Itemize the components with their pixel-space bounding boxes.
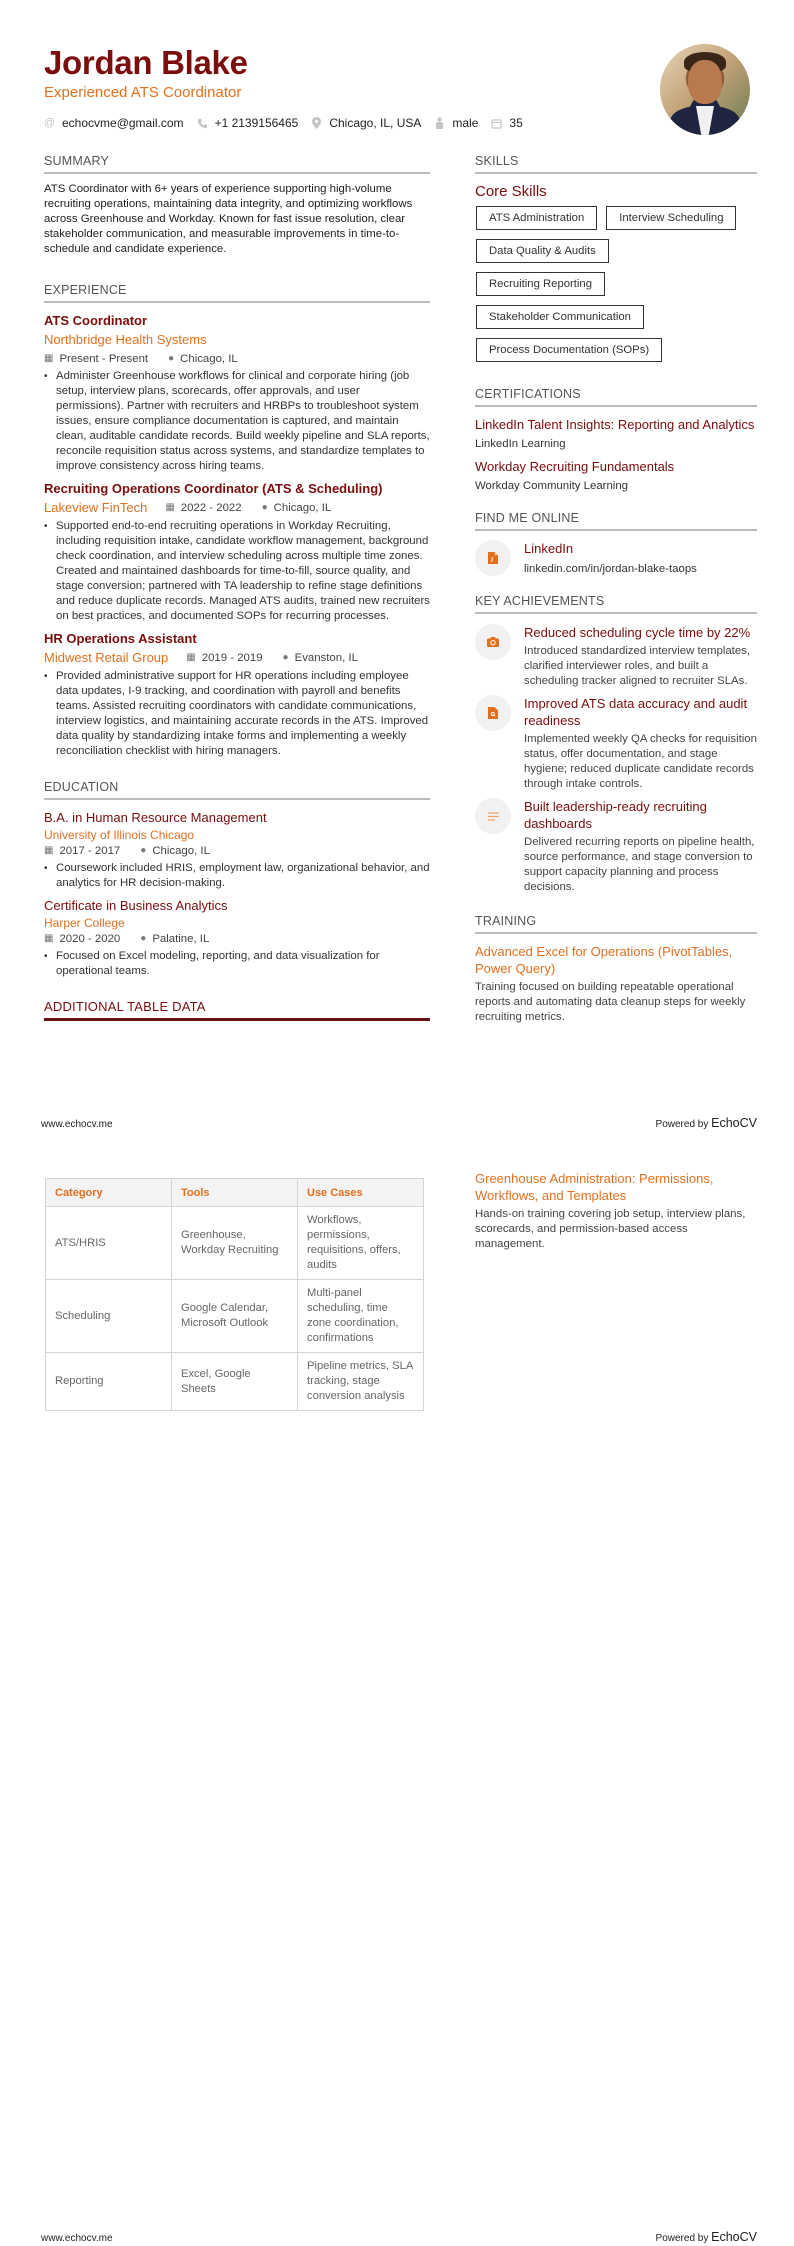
experience-item bbox=[44, 630, 430, 759]
section-heading: ADDITIONAL TABLE DATA bbox=[44, 999, 430, 1021]
education-meta: ▦ 2020 - 2020 ● Palatine, IL bbox=[44, 933, 210, 945]
degree-title: Certificate in Business Analytics bbox=[44, 898, 228, 913]
training-description: Hands-on training covering job setup, interview plans, scorecards, and permission-based access management. bbox=[475, 1208, 746, 1250]
certification-title: LinkedIn Talent Insights: Reporting and Analytics bbox=[475, 417, 755, 432]
section-heading: SKILLS bbox=[475, 153, 757, 174]
table-cell: ATS/HRIS bbox=[46, 1207, 172, 1280]
training-title: Greenhouse Administration: Permissions, Workflows, and Templates bbox=[475, 1171, 714, 1203]
job-dates: 2019 - 2019 bbox=[201, 651, 263, 664]
job-bullet: • Administer Greenhouse workflows for clinical and corporate hiring (job setup, interview plans, scorecards, offer approvals, and user permissions). Partner with recruiters and HRBPs to troubleshoot system issues, ensure compliance documentation is captured, and maintain clean, auditable candidate records. Build weekly pipeline and SLA reports, reconcile requisition status across systems, and standardize templates to improve consistency across hiring teams. bbox=[44, 370, 430, 472]
skill-chip: Data Quality & Audits bbox=[476, 239, 609, 263]
online-link-linkedin[interactable] bbox=[475, 540, 757, 577]
certification-issuer: Workday Community Learning bbox=[475, 480, 628, 492]
phone-icon bbox=[197, 118, 208, 129]
education-item bbox=[44, 809, 430, 891]
job-location: Evanston, IL bbox=[294, 651, 358, 664]
resume-page-2 bbox=[0, 1160, 794, 2246]
candidate-name: Jordan Blake bbox=[44, 44, 248, 81]
section-heading: EXPERIENCE bbox=[44, 282, 430, 303]
summary-section bbox=[44, 153, 430, 257]
footer-website[interactable]: www.echocv.me bbox=[41, 2233, 113, 2244]
degree-title: B.A. in Human Resource Management bbox=[44, 810, 267, 825]
contact-age bbox=[491, 116, 522, 130]
additional-data-table bbox=[45, 1178, 424, 1411]
achievement-title: Built leadership-ready recruiting dashboards bbox=[524, 799, 707, 831]
calendar-icon: ▦ bbox=[165, 501, 175, 513]
job-dates: Present - Present bbox=[59, 353, 149, 365]
page-footer bbox=[41, 1116, 757, 1130]
resume-header bbox=[44, 44, 644, 130]
location-pin-icon: ● bbox=[140, 933, 147, 944]
contact-email[interactable] bbox=[44, 116, 184, 130]
table-cell: Multi-panel scheduling, time zone coordination, confirmations bbox=[298, 1280, 424, 1353]
footer-powered: Powered by EchoCV bbox=[655, 2230, 757, 2244]
skills-section bbox=[475, 153, 757, 371]
table-cell: Scheduling bbox=[46, 1280, 172, 1353]
job-meta bbox=[44, 351, 430, 367]
section-heading: TRAINING bbox=[475, 913, 757, 934]
training-title: Advanced Excel for Operations (PivotTables, Power Query) bbox=[475, 944, 733, 976]
achievement-title: Reduced scheduling cycle time by 22% bbox=[524, 625, 751, 640]
skill-chip: Recruiting Reporting bbox=[476, 272, 605, 296]
footer-powered: Powered by EchoCV bbox=[655, 1116, 757, 1130]
table-row bbox=[46, 1207, 424, 1280]
experience-section bbox=[44, 282, 430, 759]
skill-chip: Interview Scheduling bbox=[606, 206, 736, 230]
candidate-title: Experienced ATS Coordinator bbox=[44, 84, 242, 101]
education-bullet: • Coursework included HRIS, employment law, organizational behavior, and analytics for HR decision-making. bbox=[44, 862, 430, 889]
summary-text: ATS Coordinator with 6+ years of experience supporting high-volume recruiting operations, maintaining data integrity, and optimizing workflows across Greenhouse and Workday. Known for fast issue resolution, clear stakeholder communication, and measurable improvements in time-to-schedule and candidate experience. bbox=[44, 183, 413, 255]
additional-table-section bbox=[44, 999, 430, 1021]
calendar-icon: ▦ bbox=[44, 933, 54, 944]
training-description: Training focused on building repeatable operational reports and automating data cleanup steps for weekly recruiting metrics. bbox=[475, 981, 746, 1023]
table-row bbox=[46, 1353, 424, 1411]
job-meta bbox=[186, 650, 358, 666]
location-pin-icon: ● bbox=[168, 353, 175, 364]
phone-value: +1 2139156465 bbox=[214, 116, 299, 130]
email-value: echocvme@gmail.com bbox=[62, 116, 184, 130]
document-icon bbox=[475, 540, 511, 576]
job-title: HR Operations Assistant bbox=[44, 631, 197, 646]
training-item bbox=[475, 1170, 757, 1252]
certification-item bbox=[475, 458, 757, 494]
achievement-item bbox=[475, 695, 757, 792]
job-title: Recruiting Operations Coordinator (ATS & Scheduling) bbox=[44, 481, 383, 496]
achievement-item bbox=[475, 624, 757, 689]
job-location: Chicago, IL bbox=[180, 353, 238, 365]
skill-chip: Process Documentation (SOPs) bbox=[476, 338, 662, 362]
skill-chip: Stakeholder Communication bbox=[476, 305, 644, 329]
column-header: Use Cases bbox=[298, 1179, 424, 1207]
camera-icon bbox=[475, 624, 511, 660]
certification-issuer: LinkedIn Learning bbox=[475, 438, 566, 450]
gender-value: male bbox=[452, 116, 479, 130]
footer-brand[interactable]: EchoCV bbox=[711, 1116, 757, 1130]
achievement-description: Delivered recurring reports on pipeline health, source performance, and stage conversion to support capacity planning and process decisions. bbox=[524, 836, 755, 893]
calendar-icon: ▦ bbox=[44, 845, 54, 856]
calendar-icon bbox=[491, 118, 502, 129]
achievement-description: Introduced standardized interview templates, clarified interviewer roles, and built a scheduling tracker aligned to recruiter SLAs. bbox=[524, 645, 751, 687]
company-name: Northbridge Health Systems bbox=[44, 332, 207, 347]
online-label: LinkedIn bbox=[524, 541, 574, 556]
training-item bbox=[475, 943, 757, 1025]
document-search-icon bbox=[475, 695, 511, 731]
footer-brand[interactable]: EchoCV bbox=[711, 2230, 757, 2244]
page-footer bbox=[41, 2230, 757, 2244]
training-section bbox=[475, 913, 757, 1025]
contact-row bbox=[44, 116, 644, 130]
job-bullet: • Provided administrative support for HR operations including employee data updates, I-9 tracking, and coordination with payroll and benefits teams. Assisted recruiting coordinators with candidate communications, interview logistics, and maintaining accurate records in the ATS. Improved data quality by standardizing intake forms and implementing a weekly reconciliation checklist with hiring managers. bbox=[44, 670, 429, 757]
table-cell: Google Calendar, Microsoft Outlook bbox=[172, 1280, 298, 1353]
education-meta: ▦ 2017 - 2017 ● Chicago, IL bbox=[44, 845, 210, 857]
footer-website[interactable]: www.echocv.me bbox=[41, 1119, 113, 1130]
achievement-item bbox=[475, 798, 757, 895]
job-location: Chicago, IL bbox=[273, 501, 332, 514]
left-column bbox=[44, 153, 430, 1021]
table-cell: Excel, Google Sheets bbox=[172, 1353, 298, 1411]
job-meta bbox=[165, 500, 331, 516]
section-heading: CERTIFICATIONS bbox=[475, 386, 757, 407]
job-bullet: • Supported end-to-end recruiting operations in Workday Recruiting, including requisition intake, candidate workflow management, background check coordination, and interview scheduling across multiple time zones. Created and maintained dashboards for time-to-fill, source quality, and stage conversion; partnered with TA leadership to refine stage definitions and reduce duplicate records. Managed ATS audits, trained new recruiters on best practices, and documented SOPs for recurring processes. bbox=[44, 520, 430, 622]
education-bullet: • Focused on Excel modeling, reporting, and data visualization for operational teams. bbox=[44, 950, 380, 977]
table-cell: Workflows, permissions, requisitions, offers, audits bbox=[298, 1207, 424, 1280]
company-name: Midwest Retail Group bbox=[44, 650, 169, 665]
table-cell: Greenhouse, Workday Recruiting bbox=[172, 1207, 298, 1280]
column-header: Category bbox=[46, 1179, 172, 1207]
contact-phone[interactable] bbox=[197, 116, 299, 130]
skill-group-title: Core Skills bbox=[475, 183, 547, 200]
age-value: 35 bbox=[509, 116, 523, 130]
achievement-description: Implemented weekly QA checks for requisition status, offer documentation, and stage hygiene; reduced duplicate candidate records through intake controls. bbox=[524, 733, 757, 790]
table-row bbox=[46, 1280, 424, 1353]
experience-item bbox=[44, 312, 430, 474]
section-heading: SUMMARY bbox=[44, 153, 430, 174]
location-pin-icon: ● bbox=[261, 501, 268, 513]
skill-chip: ATS Administration bbox=[476, 206, 597, 230]
right-column-continued bbox=[475, 1170, 757, 1252]
location-pin-icon: ● bbox=[140, 845, 147, 856]
column-header: Tools bbox=[172, 1179, 298, 1207]
lines-icon bbox=[475, 798, 511, 834]
person-icon bbox=[434, 117, 445, 129]
school-name: University of Illinois Chicago bbox=[44, 828, 195, 842]
section-heading: KEY ACHIEVEMENTS bbox=[475, 593, 757, 614]
section-heading: EDUCATION bbox=[44, 779, 430, 800]
experience-item bbox=[44, 480, 430, 624]
certifications-section bbox=[475, 386, 757, 494]
table-header-row bbox=[46, 1179, 424, 1207]
table-cell: Pipeline metrics, SLA tracking, stage conversion analysis bbox=[298, 1353, 424, 1411]
profile-photo bbox=[660, 44, 750, 135]
calendar-icon: ▦ bbox=[44, 353, 54, 364]
achievement-title: Improved ATS data accuracy and audit readiness bbox=[524, 696, 748, 728]
location-value: Chicago, IL, USA bbox=[329, 116, 422, 130]
online-url[interactable]: linkedin.com/in/jordan-blake-taops bbox=[524, 563, 697, 575]
job-dates: 2022 - 2022 bbox=[180, 501, 242, 514]
company-name: Lakeview FinTech bbox=[44, 500, 148, 515]
right-column bbox=[475, 153, 757, 1025]
location-pin-icon bbox=[311, 117, 322, 129]
contact-location bbox=[311, 116, 421, 130]
job-title: ATS Coordinator bbox=[44, 313, 148, 328]
online-section bbox=[475, 510, 757, 577]
section-heading: FIND ME ONLINE bbox=[475, 510, 757, 531]
school-name: Harper College bbox=[44, 916, 125, 930]
contact-gender bbox=[434, 116, 478, 130]
certification-item bbox=[475, 416, 757, 452]
certification-title: Workday Recruiting Fundamentals bbox=[475, 459, 675, 474]
at-icon: @ bbox=[43, 117, 56, 129]
education-item bbox=[44, 897, 430, 979]
calendar-icon: ▦ bbox=[186, 651, 196, 663]
achievements-section bbox=[475, 593, 757, 895]
education-section bbox=[44, 779, 430, 979]
table-cell: Reporting bbox=[46, 1353, 172, 1411]
skill-chips bbox=[475, 206, 757, 371]
location-pin-icon: ● bbox=[282, 651, 289, 663]
